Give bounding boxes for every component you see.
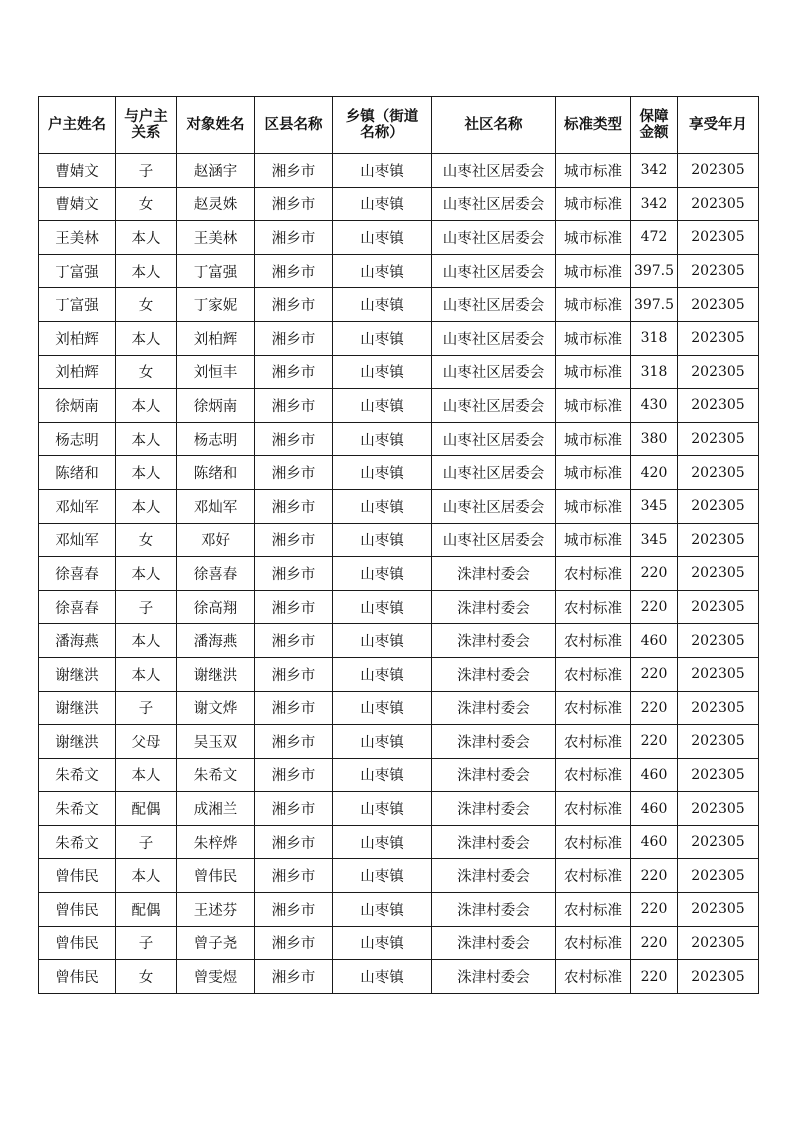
community-cell: 山枣社区居委会 (432, 154, 556, 188)
effective-month-cell: 202305 (678, 557, 759, 591)
relation-cell: 女 (116, 187, 177, 221)
community-cell: 山枣社区居委会 (432, 523, 556, 557)
community-name-header (432, 97, 556, 154)
standard-type-cell: 城市标准 (556, 221, 631, 255)
standard-type-cell: 城市标准 (556, 422, 631, 456)
standard-type-cell: 城市标准 (556, 523, 631, 557)
county-cell: 湘乡市 (255, 825, 333, 859)
standard-type-cell: 城市标准 (556, 254, 631, 288)
community-cell: 山枣社区居委会 (432, 187, 556, 221)
benefit-amount-cell: 318 (631, 321, 678, 355)
community-cell: 洙津村委会 (432, 725, 556, 759)
township-cell: 山枣镇 (333, 187, 432, 221)
effective-month-cell: 202305 (678, 725, 759, 759)
relation-cell: 配偶 (116, 893, 177, 927)
community-cell: 洙津村委会 (432, 691, 556, 725)
relation-cell: 女 (116, 960, 177, 994)
county-cell: 湘乡市 (255, 590, 333, 624)
county-cell: 湘乡市 (255, 422, 333, 456)
community-cell: 山枣社区居委会 (432, 221, 556, 255)
effective-month-cell: 202305 (678, 691, 759, 725)
table-row (39, 288, 759, 322)
household-head-name-cell: 曹婧文 (39, 154, 116, 188)
recipient-name-cell: 潘海燕 (177, 624, 255, 658)
header-label-line2: 金额 (639, 125, 669, 141)
household-head-name-cell: 曹婧文 (39, 187, 116, 221)
recipient-name-cell: 曾伟民 (177, 859, 255, 893)
standard-type-cell: 城市标准 (556, 489, 631, 523)
household-head-name-cell: 丁富强 (39, 254, 116, 288)
community-cell: 洙津村委会 (432, 960, 556, 994)
community-cell: 山枣社区居委会 (432, 321, 556, 355)
benefit-amount-cell: 472 (631, 221, 678, 255)
effective-month-cell: 202305 (678, 221, 759, 255)
table-row (39, 624, 759, 658)
benefit-amount-cell: 220 (631, 960, 678, 994)
benefit-amount-cell: 397.5 (631, 254, 678, 288)
relation-cell: 本人 (116, 859, 177, 893)
recipient-name-cell: 谢继洪 (177, 657, 255, 691)
standard-type-cell: 城市标准 (556, 456, 631, 490)
table-row (39, 758, 759, 792)
relation-cell: 女 (116, 288, 177, 322)
effective-month-cell: 202305 (678, 456, 759, 490)
county-cell: 湘乡市 (255, 288, 333, 322)
township-cell: 山枣镇 (333, 456, 432, 490)
standard-type-cell: 农村标准 (556, 624, 631, 658)
household-head-name-cell: 徐喜春 (39, 557, 116, 591)
community-cell: 洙津村委会 (432, 825, 556, 859)
benefit-amount-cell: 220 (631, 691, 678, 725)
township-cell: 山枣镇 (333, 859, 432, 893)
recipient-name-cell: 杨志明 (177, 422, 255, 456)
benefit-amount-header (631, 97, 678, 154)
header-label-line1: 乡镇（街道 (345, 109, 419, 125)
recipient-name-cell: 谢文烨 (177, 691, 255, 725)
community-cell: 洙津村委会 (432, 590, 556, 624)
table-body (39, 154, 759, 994)
household-head-name-cell: 曾伟民 (39, 926, 116, 960)
community-cell: 山枣社区居委会 (432, 389, 556, 423)
relation-cell: 本人 (116, 657, 177, 691)
county-cell: 湘乡市 (255, 893, 333, 927)
benefit-amount-cell: 220 (631, 926, 678, 960)
effective-month-cell: 202305 (678, 657, 759, 691)
effective-month-cell: 202305 (678, 825, 759, 859)
header-label-line1: 享受年月 (689, 117, 747, 133)
header-label-line1: 社区名称 (464, 117, 523, 133)
recipient-name-cell: 曾子尧 (177, 926, 255, 960)
recipient-name-cell: 王述芬 (177, 893, 255, 927)
household-head-name-cell: 朱希文 (39, 825, 116, 859)
header-label-line1: 保障 (639, 109, 669, 125)
relation-cell: 子 (116, 825, 177, 859)
township-cell: 山枣镇 (333, 758, 432, 792)
household-head-name-cell: 朱希文 (39, 758, 116, 792)
standard-type-cell: 城市标准 (556, 187, 631, 221)
county-cell: 湘乡市 (255, 389, 333, 423)
header-label-line2: 名称） (360, 125, 404, 141)
effective-month-cell: 202305 (678, 254, 759, 288)
table-row (39, 489, 759, 523)
effective-month-cell: 202305 (678, 926, 759, 960)
effective-month-cell: 202305 (678, 389, 759, 423)
benefit-amount-cell: 345 (631, 489, 678, 523)
header-label-line1: 区县名称 (264, 117, 323, 133)
standard-type-cell: 农村标准 (556, 926, 631, 960)
township-cell: 山枣镇 (333, 154, 432, 188)
standard-type-cell: 城市标准 (556, 154, 631, 188)
relation-cell: 本人 (116, 321, 177, 355)
household-head-name-cell: 丁富强 (39, 288, 116, 322)
effective-month-cell: 202305 (678, 523, 759, 557)
household-head-name-cell: 曾伟民 (39, 893, 116, 927)
benefit-amount-cell: 342 (631, 187, 678, 221)
community-cell: 洙津村委会 (432, 792, 556, 826)
table-row (39, 893, 759, 927)
county-cell: 湘乡市 (255, 187, 333, 221)
header-row (39, 97, 759, 154)
county-cell: 湘乡市 (255, 355, 333, 389)
township-cell: 山枣镇 (333, 489, 432, 523)
household-head-name-header (39, 97, 116, 154)
county-cell: 湘乡市 (255, 221, 333, 255)
household-head-name-cell: 刘柏辉 (39, 355, 116, 389)
recipient-name-cell: 刘恒丰 (177, 355, 255, 389)
relation-cell: 本人 (116, 389, 177, 423)
effective-month-header (678, 97, 759, 154)
table-row (39, 557, 759, 591)
recipient-name-cell: 丁家妮 (177, 288, 255, 322)
county-cell: 湘乡市 (255, 557, 333, 591)
standard-type-cell: 城市标准 (556, 389, 631, 423)
table-row (39, 859, 759, 893)
header-label-line1: 与户主 (124, 109, 168, 125)
benefit-amount-cell: 220 (631, 590, 678, 624)
recipient-name-cell: 曾雯煜 (177, 960, 255, 994)
table-row (39, 254, 759, 288)
township-cell: 山枣镇 (333, 557, 432, 591)
relation-cell: 本人 (116, 489, 177, 523)
effective-month-cell: 202305 (678, 321, 759, 355)
relation-cell: 本人 (116, 422, 177, 456)
township-cell: 山枣镇 (333, 926, 432, 960)
township-cell: 山枣镇 (333, 221, 432, 255)
table-row (39, 389, 759, 423)
township-cell: 山枣镇 (333, 960, 432, 994)
relation-cell: 本人 (116, 758, 177, 792)
recipient-name-cell: 邓灿军 (177, 489, 255, 523)
household-head-name-cell: 谢继洪 (39, 691, 116, 725)
township-cell: 山枣镇 (333, 523, 432, 557)
relation-cell: 女 (116, 523, 177, 557)
county-cell: 湘乡市 (255, 926, 333, 960)
effective-month-cell: 202305 (678, 624, 759, 658)
community-cell: 山枣社区居委会 (432, 355, 556, 389)
relation-cell: 子 (116, 154, 177, 188)
effective-month-cell: 202305 (678, 187, 759, 221)
community-cell: 洙津村委会 (432, 758, 556, 792)
table-row (39, 657, 759, 691)
benefit-amount-cell: 460 (631, 758, 678, 792)
header-label-line2: 关系 (131, 125, 161, 141)
township-cell: 山枣镇 (333, 893, 432, 927)
county-cell: 湘乡市 (255, 859, 333, 893)
community-cell: 洙津村委会 (432, 657, 556, 691)
table-row (39, 187, 759, 221)
county-cell: 湘乡市 (255, 758, 333, 792)
county-cell: 湘乡市 (255, 154, 333, 188)
benefit-amount-cell: 342 (631, 154, 678, 188)
community-cell: 山枣社区居委会 (432, 456, 556, 490)
standard-type-cell: 农村标准 (556, 825, 631, 859)
effective-month-cell: 202305 (678, 758, 759, 792)
standard-type-cell: 城市标准 (556, 355, 631, 389)
community-cell: 山枣社区居委会 (432, 288, 556, 322)
table-row (39, 422, 759, 456)
standard-type-header (556, 97, 631, 154)
recipient-name-cell: 朱梓烨 (177, 825, 255, 859)
benefit-amount-cell: 420 (631, 456, 678, 490)
standard-type-cell: 农村标准 (556, 893, 631, 927)
community-cell: 山枣社区居委会 (432, 422, 556, 456)
county-cell: 湘乡市 (255, 489, 333, 523)
table-row (39, 355, 759, 389)
table-row (39, 523, 759, 557)
township-cell: 山枣镇 (333, 657, 432, 691)
standard-type-cell: 农村标准 (556, 725, 631, 759)
relation-cell: 配偶 (116, 792, 177, 826)
township-cell: 山枣镇 (333, 590, 432, 624)
benefit-amount-cell: 397.5 (631, 288, 678, 322)
community-cell: 山枣社区居委会 (432, 489, 556, 523)
recipient-name-cell: 徐炳南 (177, 389, 255, 423)
county-cell: 湘乡市 (255, 254, 333, 288)
community-cell: 洙津村委会 (432, 859, 556, 893)
township-cell: 山枣镇 (333, 792, 432, 826)
county-cell: 湘乡市 (255, 523, 333, 557)
header-label-line1: 标准类型 (564, 117, 622, 133)
recipient-name-cell: 吴玉双 (177, 725, 255, 759)
benefit-amount-cell: 220 (631, 657, 678, 691)
relation-cell: 本人 (116, 624, 177, 658)
recipient-name-cell: 赵灵姝 (177, 187, 255, 221)
county-cell: 湘乡市 (255, 456, 333, 490)
header-label-line1: 户主姓名 (48, 117, 106, 133)
household-head-name-cell: 陈绪和 (39, 456, 116, 490)
standard-type-cell: 城市标准 (556, 288, 631, 322)
effective-month-cell: 202305 (678, 422, 759, 456)
county-cell: 湘乡市 (255, 725, 333, 759)
table-row (39, 926, 759, 960)
community-cell: 洙津村委会 (432, 557, 556, 591)
relation-cell: 本人 (116, 254, 177, 288)
table-row (39, 792, 759, 826)
table-row (39, 691, 759, 725)
household-head-name-cell: 徐喜春 (39, 590, 116, 624)
benefit-amount-cell: 220 (631, 557, 678, 591)
table-header (39, 97, 759, 154)
relation-cell: 本人 (116, 221, 177, 255)
relation-cell: 子 (116, 926, 177, 960)
relation-cell: 子 (116, 590, 177, 624)
standard-type-cell: 农村标准 (556, 859, 631, 893)
household-head-name-cell: 邓灿军 (39, 489, 116, 523)
household-head-name-cell: 王美林 (39, 221, 116, 255)
table-row (39, 590, 759, 624)
household-head-name-cell: 潘海燕 (39, 624, 116, 658)
relation-cell: 父母 (116, 725, 177, 759)
recipient-name-cell: 邓好 (177, 523, 255, 557)
recipient-name-cell: 丁富强 (177, 254, 255, 288)
recipient-name-cell: 刘柏辉 (177, 321, 255, 355)
household-head-name-cell: 曾伟民 (39, 859, 116, 893)
header-label-line1: 对象姓名 (186, 117, 245, 133)
standard-type-cell: 农村标准 (556, 590, 631, 624)
effective-month-cell: 202305 (678, 355, 759, 389)
recipient-name-cell: 成湘兰 (177, 792, 255, 826)
county-cell: 湘乡市 (255, 960, 333, 994)
household-head-name-cell: 曾伟民 (39, 960, 116, 994)
relation-cell: 本人 (116, 456, 177, 490)
benefit-amount-cell: 460 (631, 825, 678, 859)
township-cell: 山枣镇 (333, 355, 432, 389)
county-name-header (255, 97, 333, 154)
township-cell: 山枣镇 (333, 825, 432, 859)
household-head-name-cell: 杨志明 (39, 422, 116, 456)
recipient-name-cell: 朱希文 (177, 758, 255, 792)
benefit-amount-cell: 460 (631, 792, 678, 826)
household-head-name-cell: 徐炳南 (39, 389, 116, 423)
township-cell: 山枣镇 (333, 422, 432, 456)
table-row (39, 321, 759, 355)
table-row (39, 825, 759, 859)
effective-month-cell: 202305 (678, 288, 759, 322)
standard-type-cell: 农村标准 (556, 960, 631, 994)
relation-cell: 本人 (116, 557, 177, 591)
county-cell: 湘乡市 (255, 691, 333, 725)
standard-type-cell: 农村标准 (556, 657, 631, 691)
benefit-amount-cell: 460 (631, 624, 678, 658)
township-cell: 山枣镇 (333, 691, 432, 725)
community-cell: 山枣社区居委会 (432, 254, 556, 288)
household-head-name-cell: 刘柏辉 (39, 321, 116, 355)
table-row (39, 154, 759, 188)
recipient-name-cell: 王美林 (177, 221, 255, 255)
table-row (39, 960, 759, 994)
township-cell: 山枣镇 (333, 389, 432, 423)
benefit-amount-cell: 220 (631, 893, 678, 927)
recipient-name-cell: 徐喜春 (177, 557, 255, 591)
recipient-name-header (177, 97, 255, 154)
effective-month-cell: 202305 (678, 590, 759, 624)
household-head-name-cell: 谢继洪 (39, 725, 116, 759)
household-head-name-cell: 谢继洪 (39, 657, 116, 691)
standard-type-cell: 农村标准 (556, 557, 631, 591)
standard-type-cell: 农村标准 (556, 691, 631, 725)
relation-to-head-header (116, 97, 177, 154)
effective-month-cell: 202305 (678, 960, 759, 994)
benefit-amount-cell: 430 (631, 389, 678, 423)
beneficiary-table (38, 96, 759, 994)
county-cell: 湘乡市 (255, 792, 333, 826)
township-cell: 山枣镇 (333, 288, 432, 322)
benefit-amount-cell: 345 (631, 523, 678, 557)
township-cell: 山枣镇 (333, 321, 432, 355)
standard-type-cell: 城市标准 (556, 321, 631, 355)
community-cell: 洙津村委会 (432, 624, 556, 658)
county-cell: 湘乡市 (255, 657, 333, 691)
effective-month-cell: 202305 (678, 489, 759, 523)
household-head-name-cell: 邓灿军 (39, 523, 116, 557)
effective-month-cell: 202305 (678, 792, 759, 826)
benefit-amount-cell: 220 (631, 859, 678, 893)
township-cell: 山枣镇 (333, 725, 432, 759)
county-cell: 湘乡市 (255, 624, 333, 658)
relation-cell: 女 (116, 355, 177, 389)
community-cell: 洙津村委会 (432, 926, 556, 960)
effective-month-cell: 202305 (678, 154, 759, 188)
recipient-name-cell: 陈绪和 (177, 456, 255, 490)
recipient-name-cell: 赵涵宇 (177, 154, 255, 188)
table-row (39, 725, 759, 759)
standard-type-cell: 农村标准 (556, 758, 631, 792)
township-name-header (333, 97, 432, 154)
township-cell: 山枣镇 (333, 624, 432, 658)
household-head-name-cell: 朱希文 (39, 792, 116, 826)
standard-type-cell: 农村标准 (556, 792, 631, 826)
relation-cell: 子 (116, 691, 177, 725)
county-cell: 湘乡市 (255, 321, 333, 355)
effective-month-cell: 202305 (678, 893, 759, 927)
table-row (39, 221, 759, 255)
benefit-amount-cell: 318 (631, 355, 678, 389)
effective-month-cell: 202305 (678, 859, 759, 893)
table-row (39, 456, 759, 490)
community-cell: 洙津村委会 (432, 893, 556, 927)
benefit-amount-cell: 220 (631, 725, 678, 759)
benefit-amount-cell: 380 (631, 422, 678, 456)
recipient-name-cell: 徐高翔 (177, 590, 255, 624)
township-cell: 山枣镇 (333, 254, 432, 288)
